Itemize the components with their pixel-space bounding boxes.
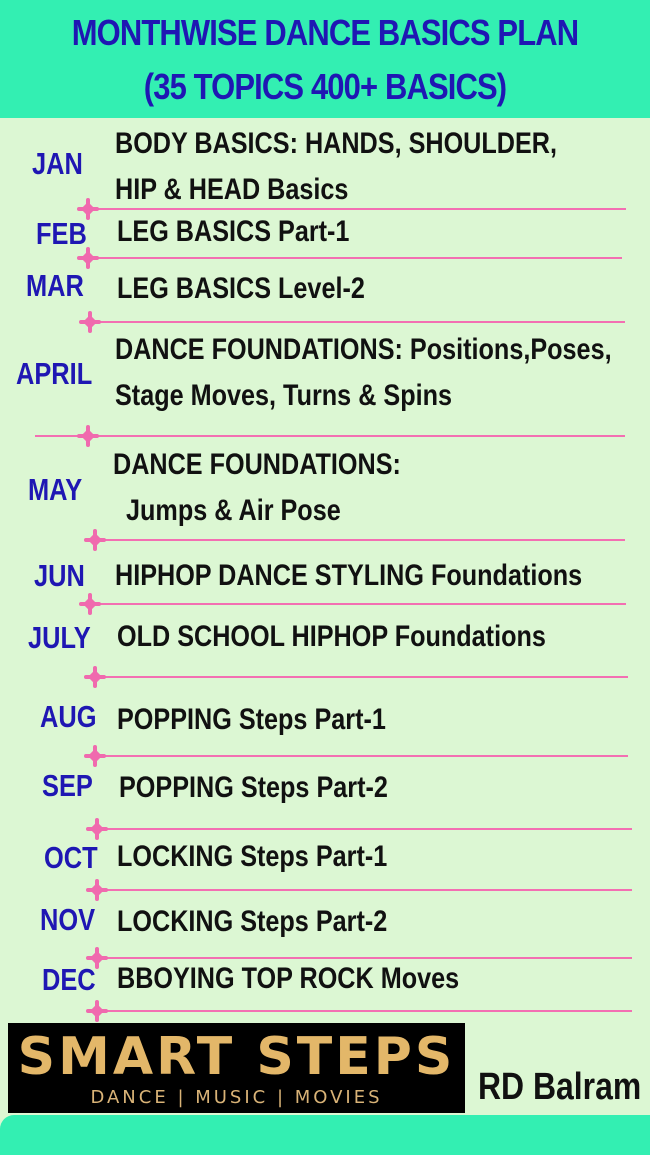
logo-tagline: DANCE | MUSIC | MOVIES xyxy=(90,1087,383,1108)
month-label: MAR xyxy=(26,268,84,303)
month-label: DEC xyxy=(42,962,96,997)
month-label: JUN xyxy=(34,558,85,593)
topic-text: DANCE FOUNDATIONS: Positions,Poses, xyxy=(115,333,612,366)
month-label: FEB xyxy=(36,216,87,251)
topic-text: BBOYING TOP ROCK Moves xyxy=(117,962,460,995)
month-label: JAN xyxy=(32,146,83,181)
month-label: APRIL xyxy=(16,356,93,391)
topic-text: LOCKING Steps Part-1 xyxy=(117,840,388,873)
topic-text: LEG BASICS Level-2 xyxy=(117,272,365,305)
row-divider xyxy=(88,257,622,259)
topic-text: POPPING Steps Part-1 xyxy=(117,703,386,736)
author-name: RD Balram xyxy=(478,1066,642,1108)
page-header xyxy=(0,0,650,118)
row-divider xyxy=(97,1010,632,1012)
topic-text: Jumps & Air Pose xyxy=(126,494,341,527)
row-divider xyxy=(97,828,632,830)
topic-text: HIP & HEAD Basics xyxy=(115,173,349,206)
row-divider xyxy=(90,321,625,323)
bottom-bar xyxy=(0,1115,650,1155)
title-line-2: (35 TOPICS 400+ BASICS) xyxy=(143,66,507,107)
month-label: SEP xyxy=(42,768,93,803)
topic-text: POPPING Steps Part-2 xyxy=(119,771,388,804)
topic-text: HIPHOP DANCE STYLING Foundations xyxy=(115,559,583,592)
month-label: AUG xyxy=(40,699,97,734)
smart-steps-logo xyxy=(8,1023,465,1113)
topic-text: LEG BASICS Part-1 xyxy=(117,215,350,248)
row-divider xyxy=(95,539,625,541)
title-line-1: MONTHWISE DANCE BASICS PLAN xyxy=(71,12,579,53)
month-label: MAY xyxy=(28,472,83,507)
row-divider xyxy=(95,676,628,678)
row-divider xyxy=(95,755,628,757)
topic-text: DANCE FOUNDATIONS: xyxy=(113,448,401,481)
topic-text: OLD SCHOOL HIPHOP Foundations xyxy=(117,620,546,653)
logo-title: SMART STEPS xyxy=(17,1027,456,1087)
month-label: JULY xyxy=(28,620,91,655)
month-label: OCT xyxy=(44,840,98,875)
row-divider xyxy=(35,435,625,437)
row-divider xyxy=(90,603,626,605)
topic-text: Stage Moves, Turns & Spins xyxy=(115,379,453,412)
topic-text: BODY BASICS: HANDS, SHOULDER, xyxy=(115,127,557,160)
month-label: NOV xyxy=(40,902,96,937)
row-divider xyxy=(88,208,626,210)
row-divider xyxy=(97,957,632,959)
topic-text: LOCKING Steps Part-2 xyxy=(117,905,388,938)
row-divider xyxy=(97,889,632,891)
